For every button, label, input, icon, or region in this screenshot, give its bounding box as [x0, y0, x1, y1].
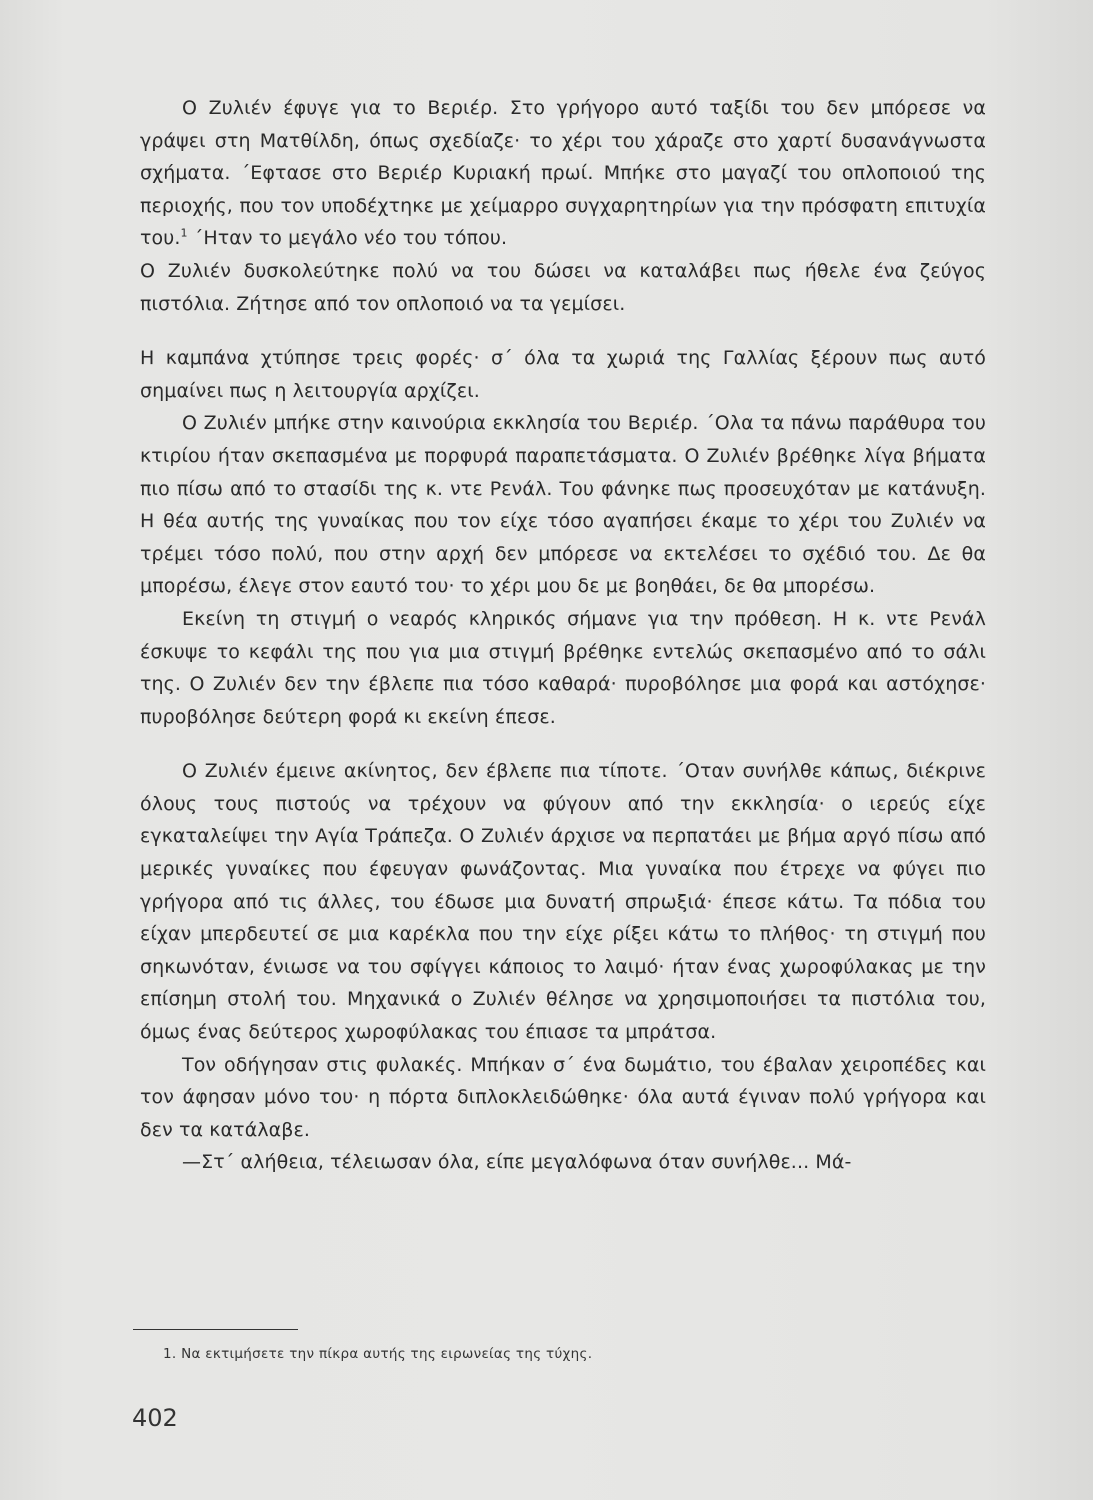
- paragraph-4: Ο Ζυλιέν μπήκε στην καινούρια εκκλησία του Βεριέρ. ΄Ολα τα πάνω παράθυρα του κτιρίου ήταν σκεπασμένα με πορφυρά παραπετάσματα. Ο Ζυλιέν βρέθηκε λίγα βήματα πιο πίσω από το στασίδι της κ. ντε Ρενάλ. Του φάνηκε πως προσευχόταν με κατάνυξη. Η θέα αυτής της γυναίκας που τον είχε τόσο αγαπήσει έκαμε το χέρι του Ζυλιέν να τρέμει τόσο πολύ, που στην αρχή δεν μπόρεσε να εκτελέσει το σχέδιό του. Δε θα μπορέσω, έλεγε στον εαυτό του· το χέρι μου δε με βοηθάει, δε θα μπορέσω.: [140, 412, 986, 598]
- body-text: [140, 92, 986, 1179]
- paragraph-6: Ο Ζυλιέν έμεινε ακίνητος, δεν έβλεπε πια τίποτε. ΄Οταν συνήλθε κάπως, διέκρινε όλους τους πιστούς να τρέχουν να φύγουν από την εκκλησία· ο ιερεύς είχε εγκαταλείψει την Αγία Τράπεζα. Ο Ζυλιέν άρχισε να περπατάει με βήμα αργό πίσω από μερικές γυναίκες που έφευγαν φωνάζοντας. Μια γυναίκα που έτρεχε να φύγει πιο γρήγορα από τις άλλες, του έδωσε μια δυνατή σπρωξιά· έπεσε κάτω. Τα πόδια του είχαν μπερδευτεί σε μια καρέκλα που την είχε ρίξει κάτω το πλήθος· τη στιγμή που σηκωνόταν, ένιωσε να του σφίγγει κάποιος το λαιμό· ήταν ένας χωροφύλακας με την επίσημη στολή του. Μηχανικά ο Ζυλιέν θέλησε να χρησιμοποιήσει τα πιστόλια του, όμως ένας δεύτερος χωροφύλακας του έπιασε τα μπράτσα.: [140, 760, 986, 1044]
- paragraph-3: Η καμπάνα χτύπησε τρεις φορές· σ΄ όλα τα χωριά της Γαλλίας ξέρουν πως αυτό σημαίνει πως η λειτουργία αρχίζει.: [140, 347, 986, 402]
- paragraph-1-text: Ο Ζυλιέν έφυγε για το Βεριέρ. Στο γρήγορο αυτό ταξίδι του δεν μπόρεσε να γράψει στη Ματθίλδη, όπως σχεδίαζε· το χέρι του χάραζε στο χαρτί δυσανάγνωστα σχήματα. ΄Εφτασε στο Βεριέρ Κυριακή πρωί. Μπήκε στο μαγαζί του οπλοποιού της περιοχής, που τον υποδέχτηκε με χείμαρρο συγχαρητηρίων για την πρόσφατη επιτυχία του.: [140, 97, 986, 250]
- paragraph-8: —Στ΄ αλήθεια, τέλειωσαν όλα, είπε μεγαλόφωνα όταν συνήλθε... Μά-: [182, 1151, 852, 1174]
- paragraph-1: [140, 92, 986, 255]
- paragraph-2: Ο Ζυλιέν δυσκολεύτηκε πολύ να του δώσει να καταλάβει πως ήθελε ένα ζεύγος πιστόλια. Ζήτησε από τον οπλοποιό να τα γεμίσει.: [140, 259, 986, 315]
- paragraph-1-tail: ΄Ηταν το μεγάλο νέο του τόπου.: [193, 227, 508, 250]
- paragraph-5: Εκείνη τη στιγμή ο νεαρός κληρικός σήμανε για την πρόθεση. Η κ. ντε Ρενάλ έσκυψε το κεφάλι της που για μια στιγμή βρέθηκε εντελώς σκεπασμένο από το σάλι της. Ο Ζυλιέν δεν την έβλεπε πια τόσο καθαρά· πυροβόλησε μια φορά και αστόχησε· πυροβόλησε δεύτερη φορά κι εκείνη έπεσε.: [140, 607, 986, 728]
- footnote-reference: 1: [180, 227, 188, 241]
- footnote-divider: [133, 1329, 298, 1330]
- paragraph-7: Τον οδήγησαν στις φυλακές. Μπήκαν σ΄ ένα δωμάτιο, του έβαλαν χειροπέδες και τον άφησαν μόνο του· η πόρτα διπλοκλειδώθηκε· όλα αυτά έγιναν πολύ γρήγορα και δεν τα κατάλαβε.: [140, 1053, 986, 1141]
- footnote: 1. Να εκτιμήσετε την πίκρα αυτής της ειρωνείας της τύχης.: [163, 1346, 593, 1362]
- page-number: 402: [132, 1404, 178, 1432]
